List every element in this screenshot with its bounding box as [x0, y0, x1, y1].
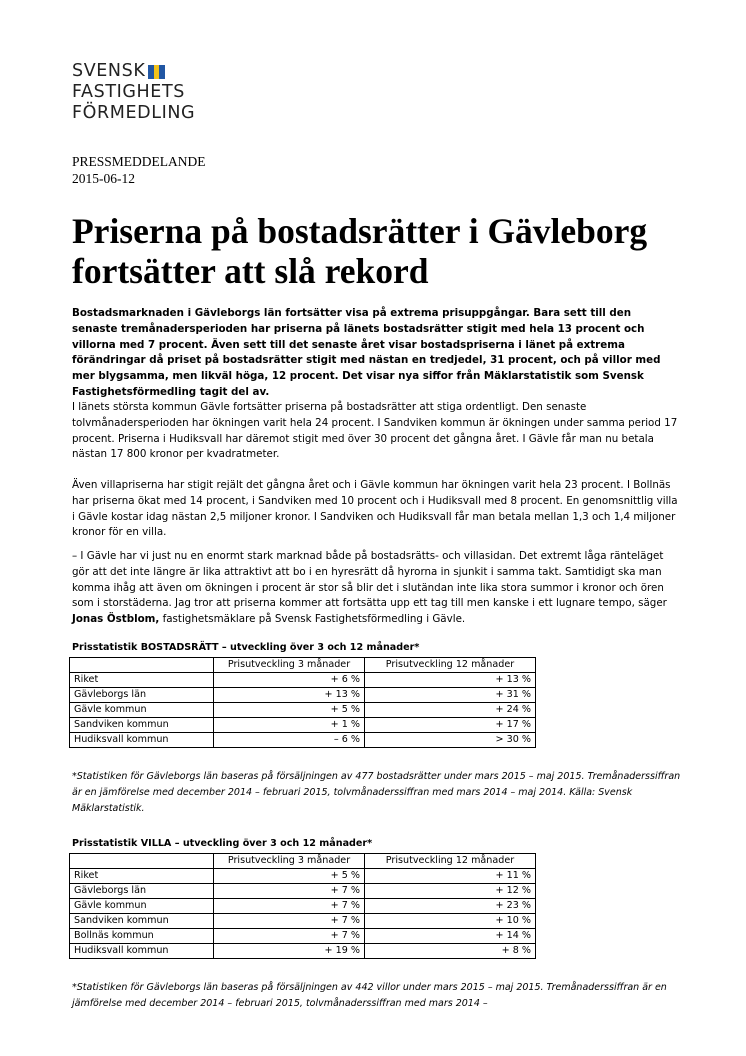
swedish-flag-icon: [148, 65, 165, 79]
table-caption-villa: Prisstatistik VILLA – utveckling över 3 och 12 månader*: [72, 838, 373, 849]
region-cell: Sandviken kommun: [70, 718, 214, 733]
table-row: [70, 733, 536, 748]
table-header-cell: Prisutveckling 3 månader: [214, 854, 365, 869]
body-paragraph-2: Även villapriserna har stigit rejält det gångna året och i Gävle kommun har ökningen varit hela 23 procent. I Bollnäs har priserna ökat med 14 procent, i Sandviken med 10 procent och i Hudiksvall med 8 procent. En genomsnittlig villa i Gävle kostar idag nästan 2,5 miljoner kronor. I Sandviken och Hudiksvall får man betala mellan 1,3 och 1,4 miljoner kronor för en villa.: [72, 479, 678, 539]
region-cell: Gävle kommun: [70, 899, 214, 914]
table-header-row: [70, 658, 536, 673]
title-line-2: fortsätter att slå rekord: [72, 251, 429, 291]
change-3m-cell: + 5 %: [214, 869, 365, 884]
table-header-cell: Prisutveckling 12 månader: [365, 658, 536, 673]
title-line-1: Priserna på bostadsrätter i Gävleborg: [72, 211, 648, 251]
table-row: [70, 688, 536, 703]
region-cell: Bollnäs kommun: [70, 929, 214, 944]
change-12m-cell: > 30 %: [365, 733, 536, 748]
change-3m-cell: + 19 %: [214, 944, 365, 959]
table-row: [70, 703, 536, 718]
change-12m-cell: + 31 %: [365, 688, 536, 703]
bostadsratt-table: [69, 657, 536, 748]
change-12m-cell: + 17 %: [365, 718, 536, 733]
logo-line-1: SVENSK: [72, 61, 146, 81]
table-caption-bostadsratt: Prisstatistik BOSTADSRÄTT – utveckling över 3 och 12 månader*: [72, 642, 420, 653]
body-paragraph-1: I länets största kommun Gävle fortsätter priserna på bostadsrätter att stiga ordentligt. Den senaste tolvmånadersperioden har ökningen varit hela 24 procent. I Sandviken kommun är ökningen under samma period 17 procent. Priserna i Hudiksvall har däremot stigit med över 30 procent det gångna året. I Gävle får man nu betala nästan 17 800 kronor per kvadratmeter.: [72, 401, 678, 461]
press-release-header: [72, 153, 206, 187]
change-12m-cell: + 8 %: [365, 944, 536, 959]
table-row: [70, 673, 536, 688]
change-12m-cell: + 10 %: [365, 914, 536, 929]
change-12m-cell: + 13 %: [365, 673, 536, 688]
region-cell: Gävle kommun: [70, 703, 214, 718]
region-cell: Riket: [70, 869, 214, 884]
lead-paragraph: Bostadsmarknaden i Gävleborgs län fortsätter visa på extrema prisuppgångar. Bara sett till den senaste tremånadersperioden har priserna på länets bostadsrätter stigit med hela 13 procent och villorna med 7 procent. Även sett till det senaste året visar bostadspriserna i länet på extrema förändringar då priset på bostadsrätter stigit med nästan en tredjedel, 31 procent, och på villor med mer blygsamma, men likväl höga, 12 procent. Det visar nya siffor från Mäklarstatistik som Svensk Fastighetsförmedling tagit del av.: [72, 307, 661, 398]
change-3m-cell: + 1 %: [214, 718, 365, 733]
change-12m-cell: + 24 %: [365, 703, 536, 718]
page-title: [72, 211, 712, 291]
table-row: [70, 914, 536, 929]
logo-line-2: FASTIGHETS: [72, 82, 185, 102]
change-3m-cell: + 7 %: [214, 929, 365, 944]
change-12m-cell: + 23 %: [365, 899, 536, 914]
table-row: [70, 718, 536, 733]
region-cell: Riket: [70, 673, 214, 688]
change-3m-cell: + 6 %: [214, 673, 365, 688]
change-3m-cell: + 7 %: [214, 884, 365, 899]
table-row: [70, 899, 536, 914]
table-note-villa: *Statistiken för Gävleborgs län baseras på försäljningen av 442 villor under mars 2015 – maj 2015. Tremånaderssiffran är en jämförelse med december 2014 – februari 2015, tolvmånaderssiffran med mars 2014 –: [72, 982, 667, 1009]
change-3m-cell: + 13 %: [214, 688, 365, 703]
table-header-row: [70, 854, 536, 869]
table-row: [70, 884, 536, 899]
table-header-cell: [70, 658, 214, 673]
table-row: [70, 929, 536, 944]
company-logo: [72, 61, 195, 124]
quote-paragraph: [72, 549, 678, 628]
table-note-bostadsratt: *Statistiken för Gävleborgs län baseras på försäljningen av 477 bostadsrätter under mars 2015 – maj 2015. Tremånaderssiffran är en jämförelse med december 2014 – februari 2015, tolvmånaderssiffran med mars 2014 – maj 2014. Källa: Svensk Mäklarstatistik.: [72, 771, 681, 814]
logo-line-3: FÖRMEDLING: [72, 103, 196, 123]
region-cell: Hudiksvall kommun: [70, 733, 214, 748]
change-12m-cell: + 14 %: [365, 929, 536, 944]
change-3m-cell: – 6 %: [214, 733, 365, 748]
change-3m-cell: + 7 %: [214, 914, 365, 929]
quote-person-role: fastighetsmäklare på Svensk Fastighetsförmedling i Gävle.: [162, 613, 466, 626]
change-3m-cell: + 7 %: [214, 899, 365, 914]
table-header-cell: Prisutveckling 12 månader: [365, 854, 536, 869]
villa-table: [69, 853, 536, 959]
press-release-date: 2015-06-12: [72, 171, 135, 186]
change-12m-cell: + 12 %: [365, 884, 536, 899]
table-row: [70, 869, 536, 884]
quote-person: Jonas Östblom,: [72, 613, 160, 626]
region-cell: Gävleborgs län: [70, 884, 214, 899]
table-header-cell: [70, 854, 214, 869]
table-header-cell: Prisutveckling 3 månader: [214, 658, 365, 673]
region-cell: Sandviken kommun: [70, 914, 214, 929]
change-12m-cell: + 11 %: [365, 869, 536, 884]
table-row: [70, 944, 536, 959]
region-cell: Gävleborgs län: [70, 688, 214, 703]
quote-text: – I Gävle har vi just nu en enormt stark marknad både på bostadsrätts- och villasidan. Det extremt låga ränteläget gör att det inte längre är lika attraktivt att bo i en hyresrätt då hyrorna in sjunkit i samma takt. Samtidigt ska man komma ihåg att även om ökningen i procent är stor så blir det i slutändan inte lika stora summor i kronor och ören som i storstäderna. Jag tror att priserna kommer att fortsätta upp ett tag till men kanske i ett lugnare tempo, säger: [72, 550, 667, 610]
region-cell: Hudiksvall kommun: [70, 944, 214, 959]
press-release-label: PRESSMEDDELANDE: [72, 154, 206, 169]
change-3m-cell: + 5 %: [214, 703, 365, 718]
